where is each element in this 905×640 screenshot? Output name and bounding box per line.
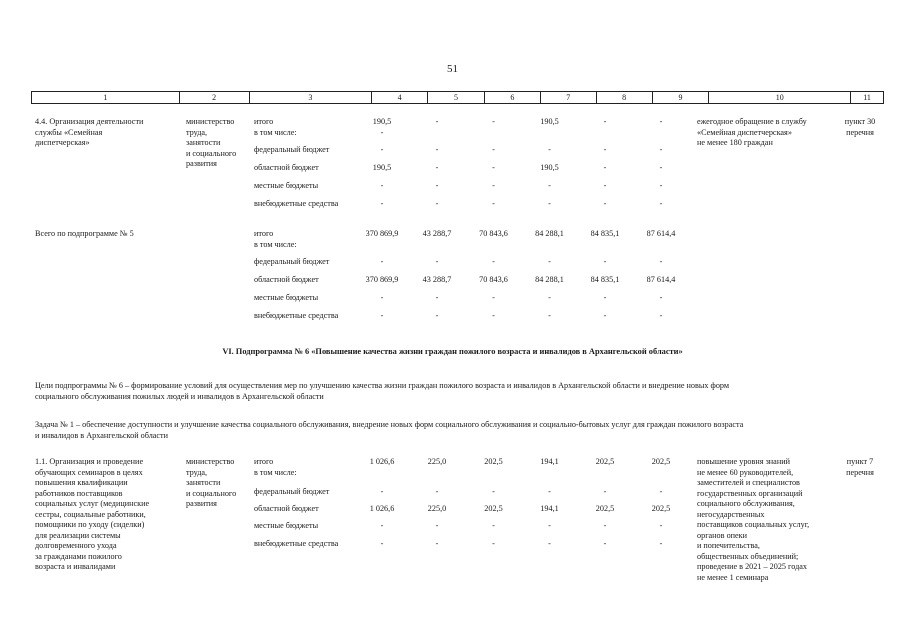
total-5-line-5-value-col-7: -	[548, 311, 551, 320]
total-5-line-3-value-col-5: 43 288,7	[422, 275, 452, 284]
total-5-line-4-value-col-4: -	[380, 293, 384, 302]
total-5-line-1-value-col-9: 87 614,4	[646, 229, 676, 238]
total-5-line-3-value-col-9: 87 614,4	[646, 275, 676, 284]
header-col-6: 6	[485, 92, 541, 103]
row-1-1-line-4-value-col-9: -	[659, 521, 663, 530]
row-1-1-result: повышение уровня знаний не менее 60 руководителей, заместителей и специалистов государственных организаций социального обслуживания, негосударственных поставщиков социальных услуг, органов опеки и попечительства, общественных объединений; проведение в 2021 – 2025 годах не менее 1 семинара	[697, 457, 810, 582]
row-1-1-line-1-label: итого в том числе:	[254, 457, 297, 477]
row-1-1-executor: министерство труда, занятости и социального развития	[186, 457, 237, 508]
row-4-4-result: ежегодное обращение в службу «Семейная диспетчерская» не менее 180 граждан	[697, 117, 807, 147]
row-4-4-line-5-value-col-7: -	[548, 199, 551, 208]
row-4-4-line-4-value-col-7: -	[548, 181, 551, 190]
row-1-1-line-2-label: федеральный бюджет	[254, 487, 330, 496]
total-5-line-5-value-col-5: -	[435, 311, 439, 320]
total-5-line-2-value-col-5: -	[435, 257, 439, 266]
row-1-1-line-2-value-col-5: -	[435, 487, 439, 496]
row-4-4-executor: министерство труда, занятости и социального развития	[186, 117, 237, 168]
total-5-line-4-value-col-6: -	[492, 293, 495, 302]
row-4-4-line-1-value-col-4: 190,5 -	[372, 117, 392, 137]
row-4-4-line-1-value-col-8: -	[603, 117, 607, 126]
row-1-1-line-5-value-col-6: -	[492, 539, 495, 548]
row-4-4-line-3-value-col-6: -	[492, 163, 495, 172]
row-1-1-line-3-value-col-9: 202,5	[651, 504, 671, 513]
row-4-4-line-2-value-col-8: -	[603, 145, 607, 154]
row-4-4-line-5-value-col-6: -	[492, 199, 495, 208]
row-1-1-line-1-value-col-6: 202,5	[484, 457, 503, 466]
total-5-line-2-value-col-4: -	[380, 257, 384, 266]
total-5-line-5-value-col-8: -	[603, 311, 607, 320]
row-1-1-line-1-value-col-5: 225,0	[427, 457, 447, 466]
total-5-line-3-value-col-7: 84 288,1	[535, 275, 564, 284]
header-col-11: 11	[863, 93, 871, 102]
row-1-1-line-1-value-col-4: 1 026,6	[369, 457, 395, 466]
row-4-4-line-2-value-col-9: -	[659, 145, 663, 154]
total-5-line-3-value-col-6: 70 843,6	[479, 275, 508, 284]
section-title: VI. Подпрограмма № 6 «Повышение качества жизни граждан пожилого возраста и инвалидов в Архангельской области»	[222, 347, 683, 356]
row-1-1-line-1-value-col-9: 202,5	[651, 457, 671, 466]
row-4-4-line-5-value-col-4: -	[380, 199, 384, 208]
total-5-line-1-value-col-6: 70 843,6	[479, 229, 508, 238]
row-1-1-line-3-value-col-8: 202,5	[595, 504, 615, 513]
total-5-line-1-value-col-4: 370 869,9	[365, 229, 399, 238]
row-4-4-line-5-value-col-9: -	[659, 199, 663, 208]
header-col-4: 4	[372, 92, 428, 103]
total-5-line-5-value-col-4: -	[380, 311, 384, 320]
row-4-4-line-2-value-col-4: -	[380, 145, 384, 154]
row-1-1-line-3-value-col-7: 194,1	[540, 504, 559, 513]
total-5-line-3-value-col-4: 370 869,9	[365, 275, 399, 284]
row-4-4-line-3-value-col-7: 190,5	[540, 163, 559, 172]
row-4-4-line-3-value-col-4: 190,5	[372, 163, 392, 172]
total-5-line-4-label: местные бюджеты	[254, 293, 319, 302]
row-4-4-line-3-value-col-8: -	[603, 163, 607, 172]
total-5-line-4-value-col-7: -	[548, 293, 551, 302]
row-4-4-name: 4.4. Организация деятельности службы «Семейная диспетчерская»	[35, 117, 144, 147]
total-5-line-1-label: итого в том числе:	[254, 229, 297, 249]
row-1-1-line-2-value-col-4: -	[380, 487, 384, 496]
total-5-line-1-value-col-5: 43 288,7	[422, 229, 452, 238]
total-5-line-3-label: областной бюджет	[254, 275, 319, 284]
row-4-4-line-5-value-col-8: -	[603, 199, 607, 208]
row-1-1-line-5-value-col-7: -	[548, 539, 551, 548]
row-1-1-line-4-value-col-4: -	[380, 521, 384, 530]
row-4-4-line-4-value-col-8: -	[603, 181, 607, 190]
total-5-line-4-value-col-9: -	[659, 293, 663, 302]
row-1-1-line-2-value-col-7: -	[548, 487, 551, 496]
total-5-line-2-label: федеральный бюджет	[254, 257, 330, 266]
row-1-1-line-4-value-col-8: -	[603, 521, 607, 530]
row-4-4-line-1-label: итого в том числе:	[254, 117, 297, 137]
header-col-10: 10	[709, 92, 851, 103]
total-5-line-4-value-col-5: -	[435, 293, 439, 302]
row-1-1-line-4-value-col-5: -	[435, 521, 439, 530]
row-4-4-line-2-value-col-6: -	[492, 145, 495, 154]
row-1-1-line-1-value-col-8: 202,5	[595, 457, 615, 466]
row-1-1-line-5-value-col-5: -	[435, 539, 439, 548]
subprogram-6-task-1: Задача № 1 – обеспечение доступности и улучшение качества социального обслуживания, внедрение новых форм социального обслуживания и социально-бытовых услуг для граждан пожилого возраста и инвалидов в Архангельской области	[35, 420, 744, 440]
row-1-1-line-5-value-col-8: -	[603, 539, 607, 548]
row-4-4-line-1-value-col-9: -	[659, 117, 663, 126]
total-5-line-1-value-col-8: 84 835,1	[590, 229, 620, 238]
row-1-1-name: 1.1. Организация и проведение обучающих семинаров в целях повышения квалификации работников поставщиков социальных услуг (медицинские сестры, социальные работники, помощники по уходу (сиделки) для реализации системы долговременного ухода за гражданами пожилого возраста и инвалидами	[35, 457, 150, 571]
row-4-4-line-2-value-col-7: -	[548, 145, 551, 154]
row-1-1-line-2-value-col-8: -	[603, 487, 607, 496]
header-col-2: 2	[180, 92, 250, 103]
row-1-1-line-3-value-col-4: 1 026,6	[369, 504, 395, 513]
row-4-4-line-2-value-col-5: -	[435, 145, 439, 154]
row-1-1-line-1-value-col-7: 194,1	[540, 457, 559, 466]
row-1-1-line-5-label: внебюджетные средства	[254, 539, 339, 548]
row-1-1-line-4-value-col-7: -	[548, 521, 551, 530]
total-5-line-2-value-col-9: -	[659, 257, 663, 266]
row-1-1-line-5-value-col-4: -	[380, 539, 384, 548]
row-4-4-line-4-label: местные бюджеты	[254, 181, 319, 190]
row-1-1-line-4-value-col-6: -	[492, 521, 495, 530]
row-4-4-line-1-value-col-7: 190,5	[540, 117, 559, 126]
total-5-line-4-value-col-8: -	[603, 293, 607, 302]
row-4-4-line-1-value-col-5: -	[435, 117, 439, 126]
row-4-4-line-4-value-col-9: -	[659, 181, 663, 190]
row-1-1-line-3-value-col-5: 225,0	[427, 504, 447, 513]
total-5-line-5-value-col-9: -	[659, 311, 663, 320]
total-5-line-2-value-col-6: -	[492, 257, 495, 266]
total-5-line-5-label: внебюджетные средства	[254, 311, 339, 320]
row-4-4-line-3-label: областной бюджет	[254, 163, 319, 172]
row-4-4-line-5-value-col-5: -	[435, 199, 439, 208]
row-4-4-reference: пункт 30 перечня	[844, 117, 876, 137]
header-col-8: 8	[597, 92, 653, 103]
total-5-line-1-value-col-7: 84 288,1	[535, 229, 564, 238]
row-1-1-line-2-value-col-6: -	[492, 487, 495, 496]
subprogram-6-goal: Цели подпрограммы № 6 – формирование условий для осуществления мер по улучшению качества жизни граждан пожилого возраста и инвалидов в Архангельской области и внедрение новых форм социального обслуживания пожилых людей и инвалидов в Архангельской области	[35, 381, 730, 401]
row-4-4-line-3-value-col-5: -	[435, 163, 439, 172]
row-4-4-line-4-value-col-4: -	[380, 181, 384, 190]
row-1-1-line-5-value-col-9: -	[659, 539, 663, 548]
total-5-line-2-value-col-8: -	[603, 257, 607, 266]
total-subprogram-5-name: Всего по подпрограмме № 5	[35, 229, 134, 238]
row-4-4-line-1-value-col-6: -	[492, 117, 495, 126]
row-4-4-line-2-label: федеральный бюджет	[254, 145, 330, 154]
row-4-4-line-5-label: внебюджетные средства	[254, 199, 339, 208]
header-col-1: 1	[32, 92, 180, 103]
table-header-row	[31, 91, 884, 104]
row-4-4-line-4-value-col-6: -	[492, 181, 495, 190]
row-1-1-reference: пункт 7 перечня	[846, 457, 874, 477]
row-1-1-line-3-value-col-6: 202,5	[484, 504, 503, 513]
row-4-4-line-3-value-col-9: -	[659, 163, 663, 172]
row-4-4-line-4-value-col-5: -	[435, 181, 439, 190]
page-number: 51	[447, 63, 458, 75]
total-5-line-3-value-col-8: 84 835,1	[590, 275, 620, 284]
total-5-line-5-value-col-6: -	[492, 311, 495, 320]
header-col-9: 9	[653, 92, 710, 103]
row-1-1-line-3-label: областной бюджет	[254, 504, 319, 513]
header-col-5: 5	[428, 92, 485, 103]
row-1-1-line-4-label: местные бюджеты	[254, 521, 319, 530]
total-5-line-2-value-col-7: -	[548, 257, 551, 266]
header-col-7: 7	[541, 92, 597, 103]
row-1-1-line-2-value-col-9: -	[659, 487, 663, 496]
header-col-3: 3	[250, 92, 373, 103]
